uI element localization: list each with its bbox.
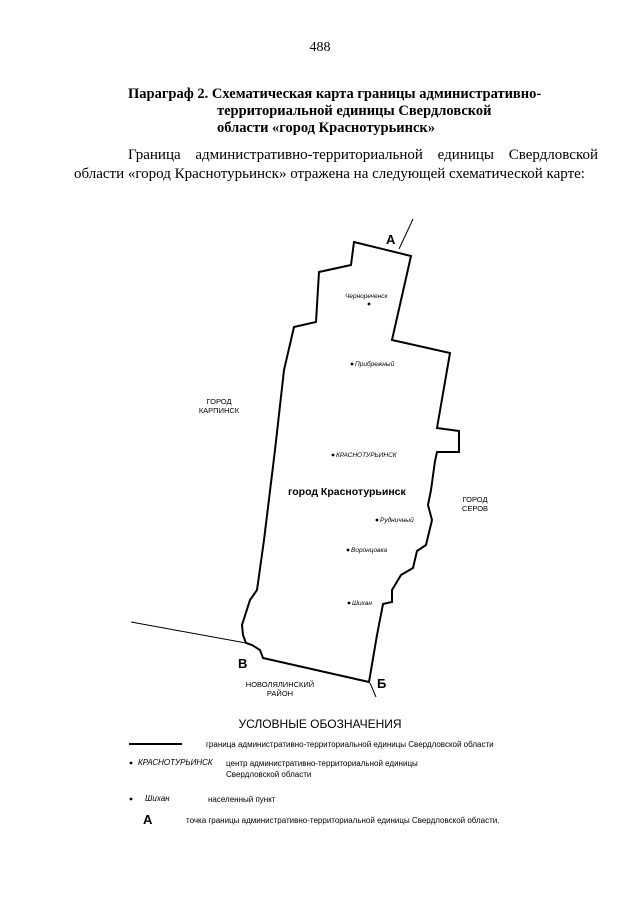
legend-center-sample: КРАСНОТУРЬИНСК	[138, 758, 213, 767]
neighbor-novolyalinsky-line1: НОВОЛЯЛИНСКИЙ	[245, 680, 315, 689]
center-marker	[332, 454, 335, 457]
external-boundary-line-south	[370, 683, 376, 697]
settlement-label-shikhan: Шихан	[352, 600, 372, 607]
settlement-marker-rudnichny	[376, 519, 379, 522]
legend-point-description: точка границы административно-территориальной единицы Свердловской области.	[186, 816, 500, 825]
external-boundary-line-west	[131, 622, 246, 643]
legend-center-description-line1: центр административно-территориальной единицы	[226, 759, 418, 768]
page-number: 488	[309, 40, 331, 55]
legend-settlement-description: населенный пункт	[208, 795, 276, 804]
neighbor-karpinsk-line2: КАРПИНСК	[198, 406, 240, 415]
settlement-marker-pribrezhny	[351, 363, 354, 366]
heading-line-2: территориальной единицы Свердловской	[217, 103, 492, 119]
heading-line-3: области «город Краснотурьинск»	[217, 120, 435, 136]
legend-center-marker	[130, 762, 133, 765]
point-v-label: В	[238, 656, 248, 671]
neighbor-serov-line1: ГОРОД	[462, 495, 488, 504]
legend-settlement-marker	[130, 798, 133, 801]
point-b-label: Б	[377, 676, 387, 691]
legend-title: УСЛОВНЫЕ ОБОЗНАЧЕНИЯ	[238, 717, 402, 731]
heading-line-1: Параграф 2. Схематическая карта границы административно-	[128, 86, 542, 102]
settlement-marker-shikhan	[348, 602, 351, 605]
settlement-label-vorontsovka: Воронцовка	[351, 547, 388, 554]
external-boundary-line-north	[399, 219, 413, 249]
settlement-label-pribrezhny: Прибрежный	[355, 361, 395, 368]
legend-boundary-description: граница административно-территориальной единицы Свердловской области	[206, 740, 494, 749]
center-label: КРАСНОТУРЬИНСК	[336, 452, 397, 459]
intro-paragraph: Граница административно-территориальной единицы Свердловской области «город Краснотурьинск» отражена на следующей схематической карте:	[74, 147, 598, 182]
territory-boundary	[242, 242, 459, 682]
neighbor-serov-line2: СЕРОВ	[461, 504, 489, 513]
neighbor-novolyalinsky-line2: РАЙОН	[266, 689, 294, 698]
legend-point-sample: А	[143, 812, 153, 827]
settlement-marker-vorontsovka	[347, 549, 350, 552]
settlement-label-rudnichny: Рудничный	[380, 517, 414, 524]
settlement-label-chernorechensk: Чернореченск	[345, 293, 388, 300]
unit-name-label: город Краснотурьинск	[288, 486, 406, 498]
settlement-marker-chernorechensk	[368, 303, 371, 306]
neighbor-karpinsk-line1: ГОРОД	[206, 397, 232, 406]
point-a-label: А	[386, 232, 396, 247]
legend-center-description-line2: Свердловской области	[226, 770, 312, 779]
legend-settlement-sample: Шихан	[145, 794, 170, 803]
